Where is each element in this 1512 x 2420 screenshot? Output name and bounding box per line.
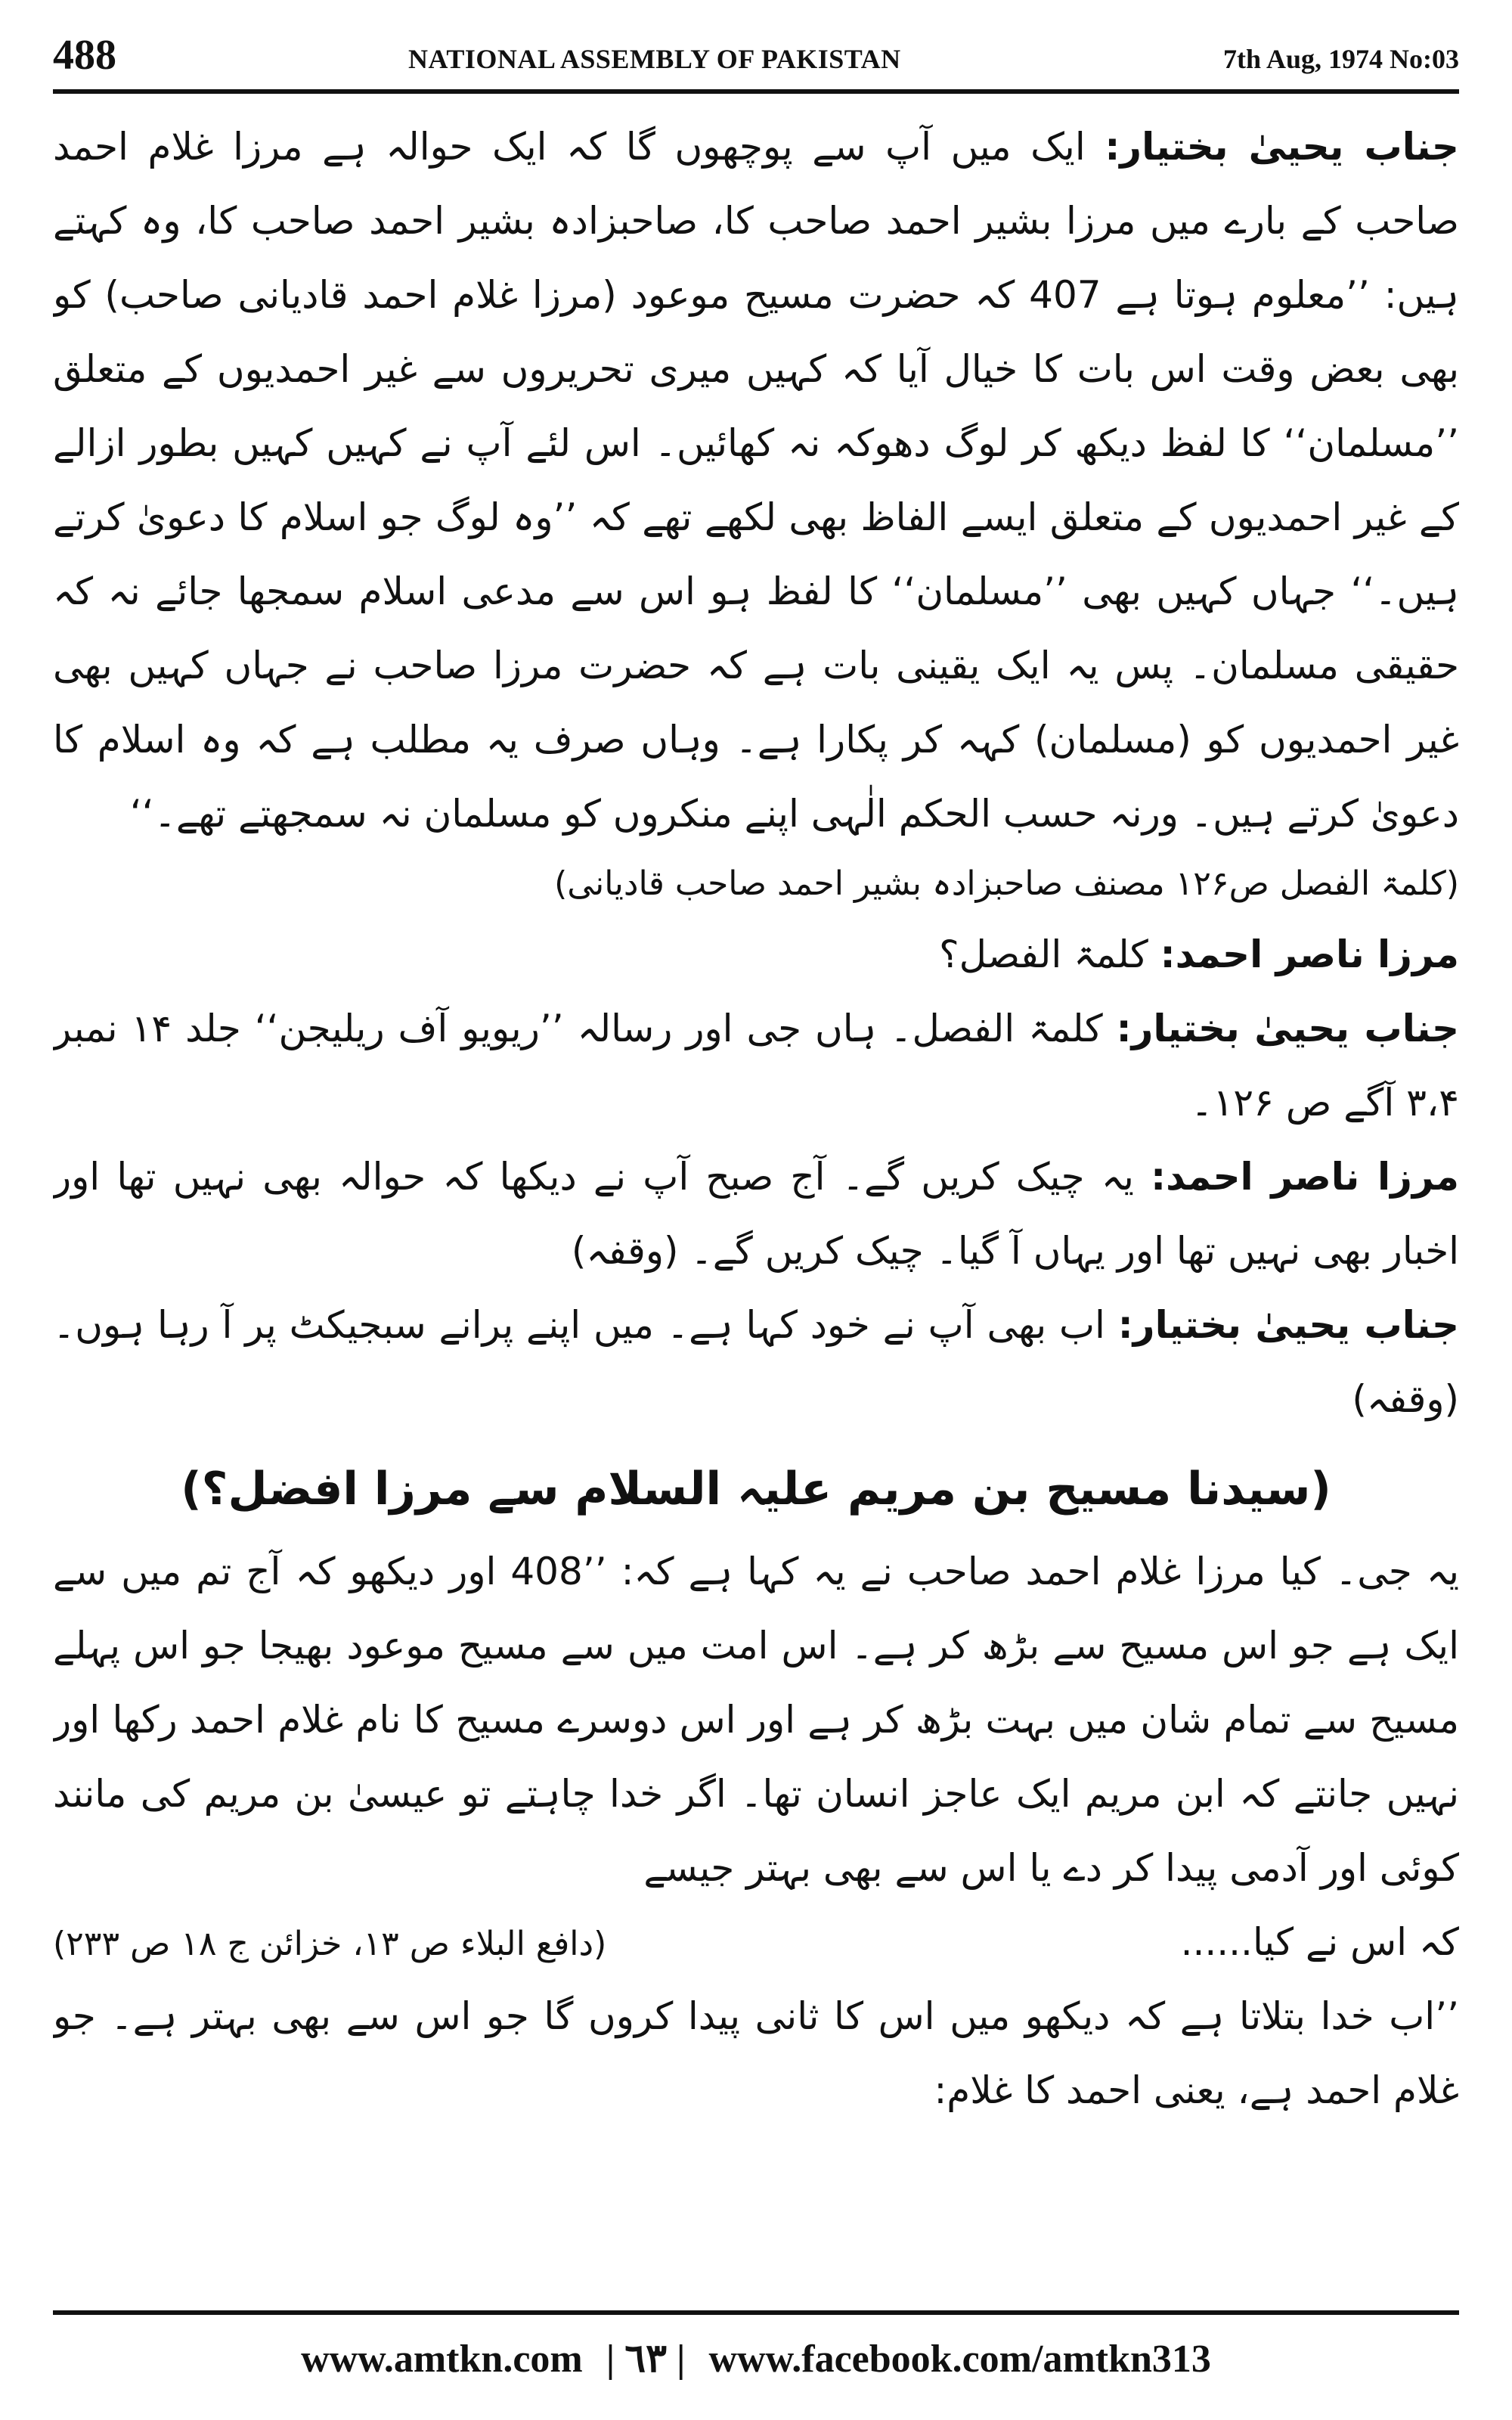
speaker-label: جناب یحییٰ بختیار: <box>1117 1303 1459 1347</box>
paragraph-text: اب بھی آپ نے خود کہا ہے۔ میں اپنے پرانے سبجیکٹ پر آ رہا ہوں۔ (وقفہ) <box>53 1303 1459 1421</box>
paragraph-text: ’’اب خدا بتلاتا ہے کہ دیکھو میں اس کا ثانی پیدا کروں گا جو اس سے بھی بہتر ہے۔ جو غلام احمد ہے، یعنی احمد کا غلام: <box>53 1994 1459 2112</box>
header-title: NATIONAL ASSEMBLY OF PAKISTAN <box>408 44 901 74</box>
split-line-text: کہ اس نے کیا...... <box>1180 1920 1459 1964</box>
document-body <box>53 110 1459 2288</box>
footer-left-link[interactable]: www.amtkn.com <box>301 2338 583 2381</box>
footer-right-link[interactable]: www.facebook.com/amtkn313 <box>708 2338 1211 2381</box>
paragraph-text: یہ چیک کریں گے۔ آج صبح آپ نے دیکھا کہ حوالہ بھی نہیں تھا اور اخبار بھی نہیں تھا اور یہاں آ گیا۔ چیک کریں گے۔ (وقفہ) <box>53 1155 1459 1273</box>
speaker-label: مرزا ناصر احمد: <box>1151 1155 1459 1199</box>
paragraph-3 <box>53 991 1459 1140</box>
split-line-citation: (دافع البلاء ص ۱۳، خزائن ج ۱۸ ص ۲۳۳) <box>53 1925 607 1963</box>
citation-text: (کلمۃ الفصل ص۱۲۶ مصنف صاحبزادہ بشیر احمد صاحب قادیانی) <box>554 864 1459 903</box>
paragraph-1 <box>53 110 1459 851</box>
page-header <box>53 29 1459 82</box>
speaker-label: جناب یحییٰ بختیار: <box>1105 125 1459 169</box>
paragraph-7 <box>53 1979 1459 2127</box>
paragraph-text: ایک میں آپ سے پوچھوں گا کہ ایک حوالہ ہے مرزا غلام احمد صاحب کے بارے میں مرزا بشیر احمد صاحب کا، صاحبزادہ بشیر احمد صاحب کا، وہ کہتے ہیں: ’’معلوم ہوتا ہے 407 کہ حضرت مسیح موعود (مرزا غلام احمد قادیانی صاحب) کو بھی بعض وقت اس بات کا خیال آیا کہ کہیں میری تحریروں سے غیر احمدیوں کے متعلق ’’مسلمان‘‘ کا لفظ دیکھ کر لوگ دھوکہ نہ کھائیں۔ اس لئے آپ نے کہیں کہیں بطور ازالے کے غیر احمدیوں کے متعلق ایسے الفاظ بھی لکھے تھے کہ ’’وہ لوگ جو اسلام کا دعویٰ کرتے ہیں۔‘‘ جہاں کہیں بھی ’’مسلمان‘‘ کا لفظ ہو اس سے مدعی اسلام سمجھا جائے نہ کہ حقیقی مسلمان۔ پس یہ ایک یقینی بات ہے کہ حضرت مرزا صاحب نے جہاں کہیں بھی غیر احمدیوں کو (مسلمان) کہہ کر پکارا ہے۔ وہاں صرف یہ مطلب ہے کہ وہ اسلام کا دعویٰ کرتے ہیں۔ ورنہ حسب الحکم الٰہی اپنے منکروں کو مسلمان نہ سمجھتے تھے۔‘‘ <box>53 125 1459 836</box>
paragraph-text: کلمۃ الفصل؟ <box>939 932 1148 976</box>
speaker-label: جناب یحییٰ بختیار: <box>1116 1007 1459 1050</box>
paragraph-6 <box>53 1534 1459 1905</box>
paragraph-text: کلمۃ الفصل۔ ہاں جی اور رسالہ ’’ریویو آف ریلیجن‘‘ جلد ۱۴ نمبر ۳،۴ آگے ص ۱۲۶۔ <box>53 1007 1459 1125</box>
header-date: 7th Aug, 1974 No:03 <box>1222 44 1459 74</box>
paragraph-2 <box>53 917 1459 991</box>
paragraph-text: یہ جی۔ کیا مرزا غلام احمد صاحب نے یہ کہا ہے کہ: ’’408 اور دیکھو کہ آج تم میں سے ایک ہے جو اس مسیح سے بڑھ کر ہے۔ اس امت میں سے مسیح موعود بھیجا جو اس پہلے مسیح سے تمام شان میں بہت بڑھ کر ہے اور اس دوسرے مسیح کا نام غلام احمد رکھا اور نہیں جانتے کہ ابن مریم ایک عاجز انسان تھا۔ اگر خدا چاہتے تو عیسیٰ بن مریم کی مانند کوئی اور آدمی پیدا کر دے یا اس سے بھی بہتر جیسے <box>53 1550 1459 1890</box>
section-heading: (سیدنا مسیح بن مریم علیہ السلام سے مرزا افضل؟) <box>181 1463 1331 1516</box>
citation <box>53 851 1459 917</box>
paragraph-4 <box>53 1140 1459 1288</box>
footer-page-marker: | ٦٣ | <box>606 2338 686 2381</box>
split-line <box>53 1905 1459 1979</box>
page-number: 488 <box>53 32 116 79</box>
header-divider <box>53 89 1459 94</box>
page-footer <box>53 2325 1459 2394</box>
footer-divider <box>53 2310 1459 2315</box>
paragraph-5 <box>53 1288 1459 1436</box>
speaker-label: مرزا ناصر احمد: <box>1160 932 1459 976</box>
